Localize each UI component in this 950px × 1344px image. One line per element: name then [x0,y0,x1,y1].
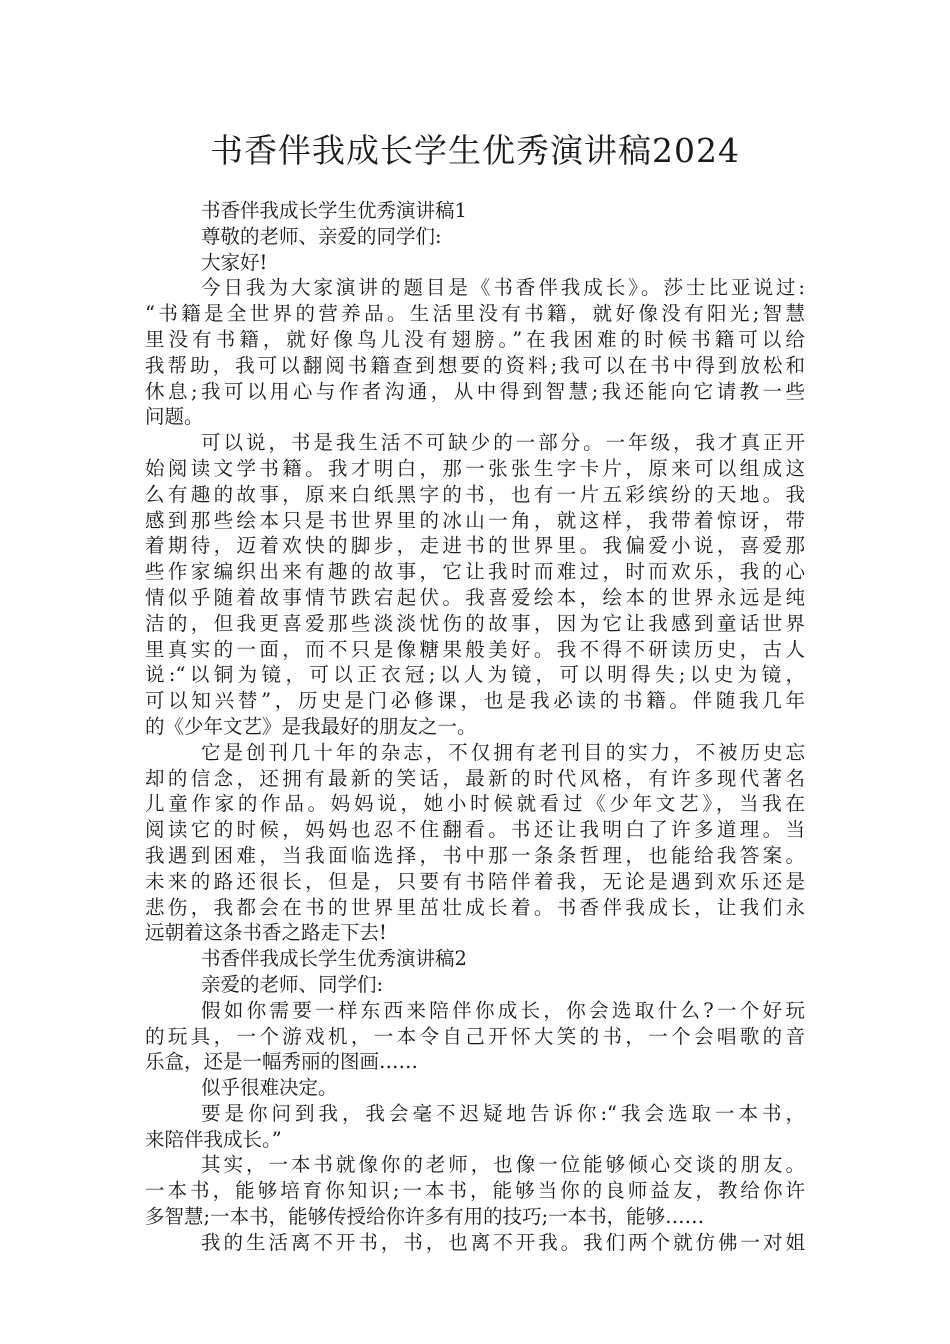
text-line: 未来的路还很长，但是，只要有书陪伴着我，无论是遇到欢乐还是 [145,869,805,893]
text-line: 一本书，能够培育你知识;一本书，能够当你的良师益友，教给你许 [145,1179,805,1203]
text-line: 它是创刊几十年的杂志，不仅拥有老刊目的实力，不被历史忘 [201,740,805,764]
text-line: 着期待，迈着欢快的脚步，走进书的世界里。我偏爱小说，喜爱那 [145,534,805,558]
text-line: 休息;我可以用心与作者沟通，从中得到智慧;我还能向它请教一些 [145,379,805,403]
text-line: 书香伴我成长学生优秀演讲稿2 [201,947,467,971]
text-line: 的玩具，一个游戏机，一本令自己开怀大笑的书，一个会唱歌的音 [145,1024,805,1048]
text-line: 问题。 [145,405,204,429]
text-line: 亲爱的老师、同学们: [201,972,384,996]
text-line: 似乎很难决定。 [201,1076,338,1100]
text-line: 却的信念，还拥有最新的笑话，最新的时代风格，有许多现代著名 [145,766,805,790]
text-line: 我的生活离不开书，书，也离不开我。我们两个就仿佛一对姐 [201,1230,805,1254]
text-line: 其实，一本书就像你的老师，也像一位能够倾心交谈的朋友。 [201,1153,805,1177]
text-line: 儿童作家的作品。妈妈说，她小时候就看过《少年文艺》，当我在 [145,792,805,816]
text-line: 洁的，但我更喜爱那些淡淡忧伤的故事，因为它让我感到童话世界 [145,611,805,635]
text-line: 可以知兴替”，历史是门必修课，也是我必读的书籍。伴随我几年 [145,689,805,713]
text-line: 么有趣的故事，原来白纸黑字的书，也有一片五彩缤纷的天地。我 [145,482,805,506]
text-line: 多智慧;一本书，能够传授给你许多有用的技巧;一本书，能够…… [145,1205,705,1229]
text-line: 书香伴我成长学生优秀演讲稿1 [201,199,467,222]
text-line: 些作家编织出来有趣的故事，它让我时而难过，时而欢乐，我的心 [145,560,805,584]
text-line: “书籍是全世界的营养品。生活里没有书籍，就好像没有阳光;智慧 [145,302,805,326]
text-line: 乐盒，还是一幅秀丽的图画…… [145,1050,419,1074]
text-line: 大家好! [201,250,268,274]
document-title: 书香伴我成长学生优秀演讲稿2024 [210,131,740,170]
text-line: 远朝着这条书香之路走下去! [145,921,387,945]
text-line: 今日我为大家演讲的题目是《书香伴我成长》。莎士比亚说过: [201,276,805,300]
document-body [145,198,805,1256]
text-line: 始阅读文学书籍。我才明白，那一张张生字卡片，原来可以组成这 [145,456,805,480]
text-line: 我遇到困难，当我面临选择，书中那一条条哲理，也能给我答案。 [145,843,805,867]
text-line: 尊敬的老师、亲爱的同学们: [201,224,442,248]
text-line: 可以说，书是我生活不可缺少的一部分。一年级，我才真正开 [201,431,805,455]
text-line: 来陪伴我成长。” [145,1127,282,1151]
text-line: 说:“以铜为镜，可以正衣冠;以人为镜，可以明得失;以史为镜， [145,663,805,687]
text-line: 我帮助，我可以翻阅书籍查到想要的资料;我可以在书中得到放松和 [145,353,805,377]
text-line: 里没有书籍，就好像鸟儿没有翅膀。”在我困难的时候书籍可以给 [145,327,805,351]
text-line: 假如你需要一样东西来陪伴你成长，你会选取什么?一个好玩 [201,998,805,1022]
text-line: 里真实的一面，而不只是像糖果般美好。我不得不研读历史，古人 [145,637,805,661]
text-line: 悲伤，我都会在书的世界里茁壮成长着。书香伴我成长，让我们永 [145,895,805,919]
text-line: 要是你问到我，我会毫不迟疑地告诉你:“我会选取一本书， [201,1101,805,1125]
text-line: 阅读它的时候，妈妈也忍不住翻看。书还让我明白了许多道理。当 [145,818,805,842]
text-line: 情似乎随着故事情节跌宕起伏。我喜爱绘本，绘本的世界永远是纯 [145,585,805,609]
text-line: 感到那些绘本只是书世界里的冰山一角，就这样，我带着惊讶，带 [145,508,805,532]
text-line: 的《少年文艺》是我最好的朋友之一。 [145,714,477,738]
